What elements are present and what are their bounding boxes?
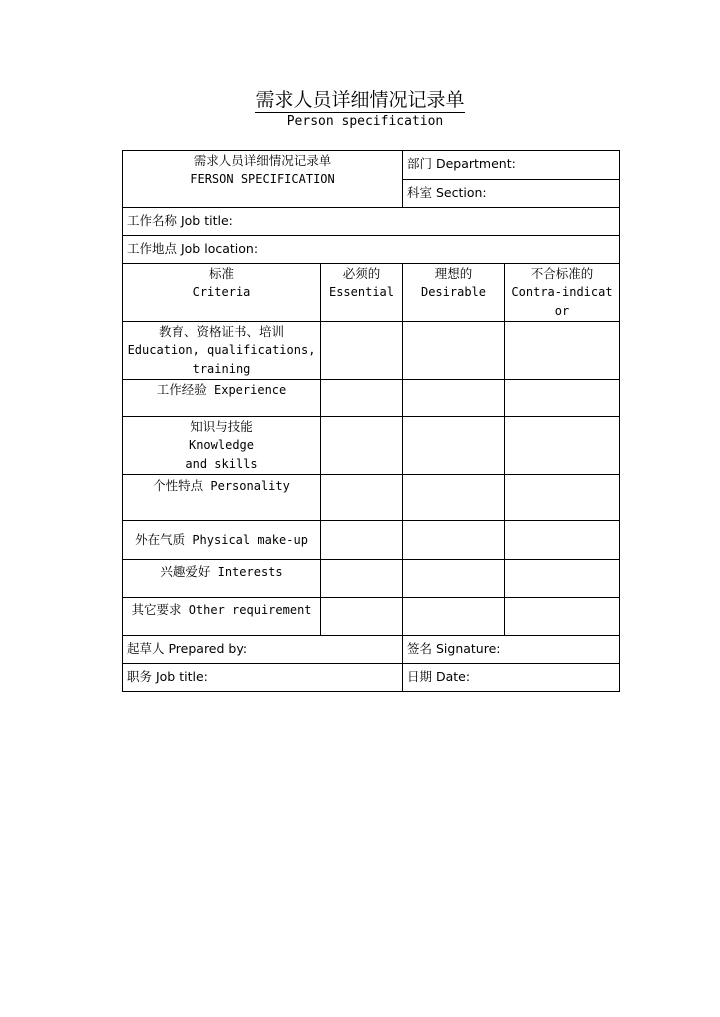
essential-cell[interactable]	[321, 560, 403, 598]
form-title-cell	[123, 151, 403, 208]
person-specification-form	[122, 150, 620, 692]
criteria-cn: 知识与技能	[190, 419, 253, 434]
date-field[interactable]	[403, 664, 620, 692]
contra-indicator-cell[interactable]	[505, 417, 620, 475]
criteria-cn: 外在气质	[135, 532, 186, 547]
criteria-cn-label: 标准	[208, 266, 234, 281]
desirable-cell[interactable]	[403, 322, 505, 380]
job-title-label: 工作名称 Job title:	[127, 213, 233, 228]
table-row	[123, 475, 620, 521]
form-title-cn: 需求人员详细情况记录单	[193, 153, 332, 168]
contra-en-label: Contra-indicator	[511, 285, 613, 318]
criteria-cell	[123, 475, 321, 521]
document-subtitle: Person specification	[286, 114, 444, 129]
criteria-cell	[123, 417, 321, 475]
essential-cell[interactable]	[321, 380, 403, 417]
section-field[interactable]	[403, 180, 620, 208]
essential-cell[interactable]	[321, 598, 403, 636]
column-header-contra-indicator	[505, 264, 620, 322]
desirable-cell[interactable]	[403, 475, 505, 521]
contra-indicator-cell[interactable]	[505, 322, 620, 380]
desirable-cell[interactable]	[403, 560, 505, 598]
criteria-cell	[123, 380, 321, 417]
document-title	[0, 88, 720, 112]
table-row	[123, 598, 620, 636]
date-label: 日期 Date:	[407, 669, 471, 684]
criteria-cn: 个性特点	[153, 478, 204, 493]
column-header-criteria	[123, 264, 321, 322]
desirable-cell[interactable]	[403, 380, 505, 417]
criteria-cn: 其它要求	[131, 602, 182, 617]
desirable-en-label: Desirable	[420, 285, 487, 299]
contra-indicator-cell[interactable]	[505, 475, 620, 521]
table-row	[123, 417, 620, 475]
column-header-desirable	[403, 264, 505, 322]
criteria-en: Physical make-up	[192, 533, 308, 547]
section-label: 科室 Section:	[407, 185, 487, 200]
table-row	[123, 521, 620, 560]
table-row	[123, 322, 620, 380]
criteria-cell	[123, 560, 321, 598]
essential-en-label: Essential	[328, 285, 395, 299]
essential-cell[interactable]	[321, 475, 403, 521]
criteria-en: Interests	[217, 565, 283, 579]
essential-cell[interactable]	[321, 322, 403, 380]
criteria-cn: 教育、资格证书、培训	[158, 324, 284, 339]
criteria-en: Other requirement	[188, 603, 312, 617]
desirable-cn-label: 理想的	[434, 266, 473, 281]
column-header-essential	[321, 264, 403, 322]
contra-indicator-cell[interactable]	[505, 598, 620, 636]
job-title-footer-label: 职务 Job title:	[127, 669, 208, 684]
criteria-en: Personality	[210, 479, 290, 493]
department-label: 部门 Department:	[407, 156, 516, 171]
signature-field[interactable]	[403, 636, 620, 664]
criteria-cell	[123, 322, 321, 380]
department-field[interactable]	[403, 151, 620, 180]
criteria-en: Education, qualifications, training	[127, 343, 316, 376]
table-row	[123, 560, 620, 598]
contra-indicator-cell[interactable]	[505, 560, 620, 598]
table-row	[123, 380, 620, 417]
desirable-cell[interactable]	[403, 417, 505, 475]
contra-indicator-cell[interactable]	[505, 380, 620, 417]
document-title-text: 需求人员详细情况记录单	[255, 89, 465, 111]
contra-cn-label: 不合标准的	[530, 266, 594, 281]
contra-indicator-cell[interactable]	[505, 521, 620, 560]
criteria-en: Experience	[214, 383, 287, 397]
prepared-by-field[interactable]	[123, 636, 403, 664]
essential-cn-label: 必须的	[342, 266, 381, 281]
job-location-field[interactable]	[123, 236, 620, 264]
desirable-cell[interactable]	[403, 598, 505, 636]
job-location-label: 工作地点 Job location:	[127, 241, 259, 256]
essential-cell[interactable]	[321, 417, 403, 475]
desirable-cell[interactable]	[403, 521, 505, 560]
job-title-field[interactable]	[123, 208, 620, 236]
prepared-by-label: 起草人 Prepared by:	[127, 641, 248, 656]
criteria-cn: 兴趣爱好	[160, 564, 211, 579]
signature-label: 签名 Signature:	[407, 641, 501, 656]
criteria-en: Knowledge and skills	[185, 438, 258, 471]
essential-cell[interactable]	[321, 521, 403, 560]
criteria-en-label: Criteria	[192, 285, 251, 299]
criteria-cn: 工作经验	[156, 382, 207, 397]
criteria-cell	[123, 598, 321, 636]
form-title-en: FERSON SPECIFICATION	[190, 172, 335, 186]
job-title-footer-field[interactable]	[123, 664, 403, 692]
criteria-cell	[123, 521, 321, 560]
